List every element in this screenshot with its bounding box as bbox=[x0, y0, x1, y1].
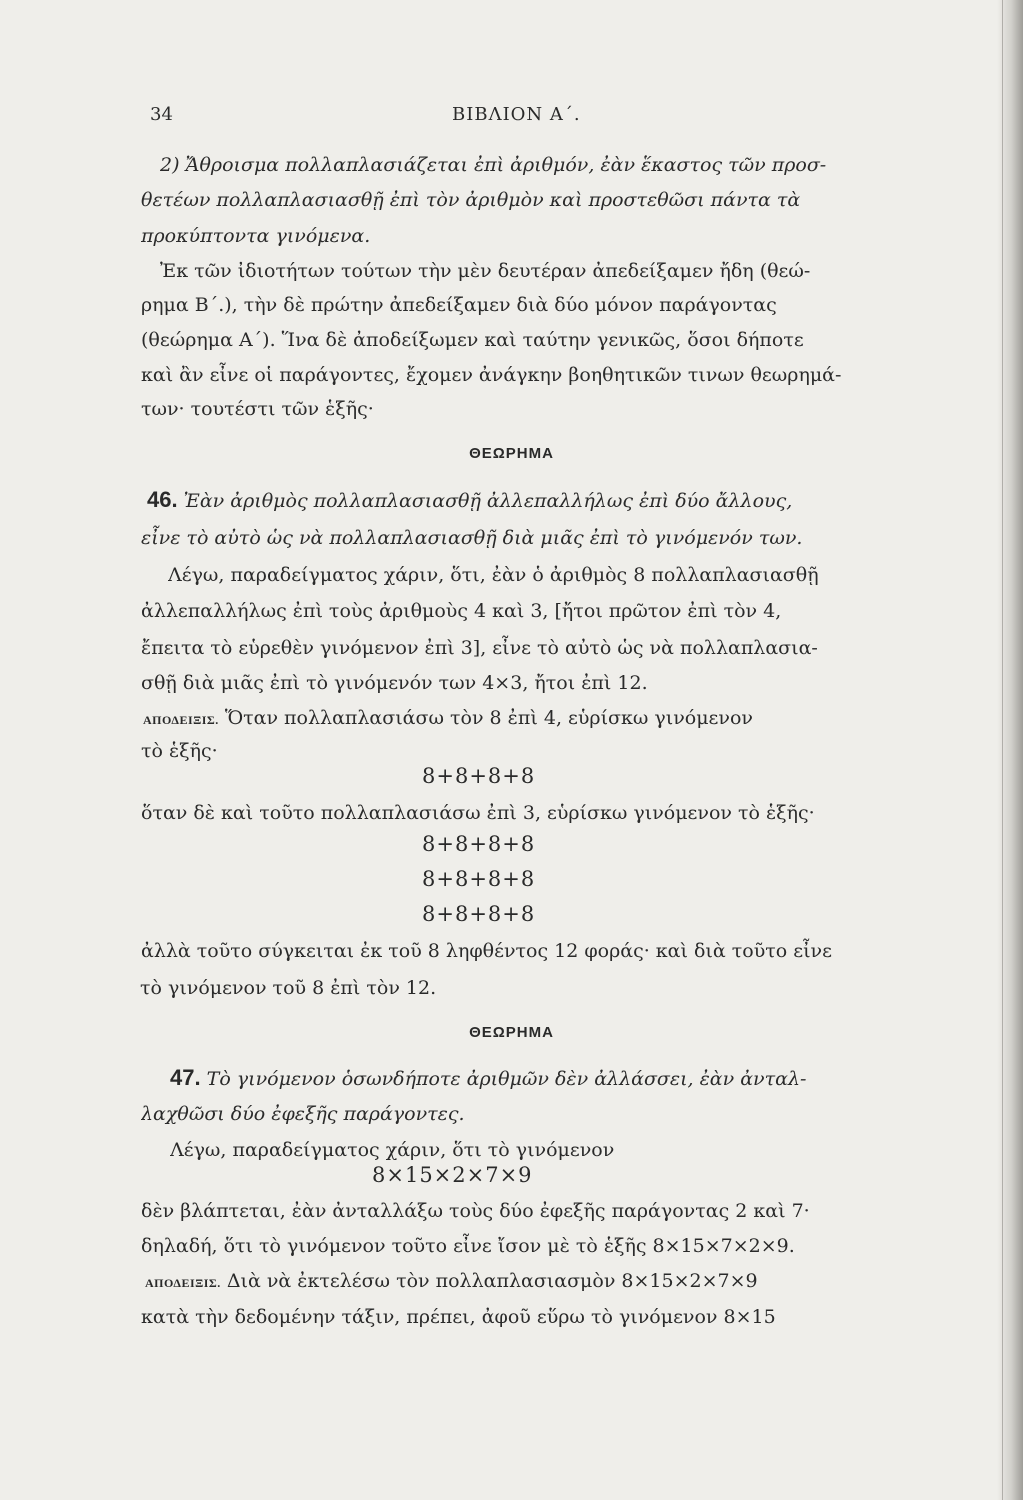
theorem-47-statement-text: Τὸ γινόμενον ὁσωνδήποτε ἀριθμῶν δὲν ἀλλάσσει, ἐὰν ἀνταλ- bbox=[206, 1068, 807, 1090]
theorem-47-statement-line-2: λαχθῶσι δύο ἐφεξῆς παράγοντες. bbox=[141, 1103, 465, 1125]
section-2-line-2: θετέων πολλαπλασιασθῇ ἐπὶ τὸν ἀριθμὸν καὶ προστεθῶσι πάντα τὰ bbox=[141, 189, 801, 211]
theorem-46-formula-1: 8+8+8+8 bbox=[422, 764, 536, 788]
theorem-46-example-line-2: ἀλλεπαλλήλως ἐπὶ τοὺς ἀριθμοὺς 4 καὶ 3, [ἤτοι πρῶτον ἐπὶ τὸν 4, bbox=[141, 600, 782, 622]
theorem-46-example-line-1: Λέγω, παραδείγματος χάριν, ὅτι, ἐὰν ὁ ἀριθμὸς 8 πολλαπλασιασθῇ bbox=[168, 564, 819, 586]
theorem-47-proof-label: ΑΠΟΔΕΙΞΙΣ. bbox=[145, 1276, 221, 1290]
theorem-46-proof-line-4: ἀλλὰ τοῦτο σύγκειται ἐκ τοῦ 8 ληφθέντος 12 φοράς· καὶ διὰ τοῦτο εἶνε bbox=[141, 940, 832, 962]
theorem-46-formula-2b: 8+8+8+8 bbox=[422, 867, 536, 891]
theorem-47-proof-line-2: κατὰ τὴν δεδομένην τάξιν, πρέπει, ἀφοῦ εὕρω τὸ γινόμενον 8×15 bbox=[141, 1306, 776, 1328]
theorem-47-statement-line-1 bbox=[170, 1065, 905, 1092]
theorem-47-proof-line-1 bbox=[145, 1268, 905, 1296]
paragraph-1-line-2: ρημα Β΄.), τὴν δὲ πρώτην ἀπεδείξαμεν διὰ δύο μόνον παράγοντας bbox=[141, 294, 777, 316]
section-2-line-3: προκύπτοντα γινόμενα. bbox=[141, 225, 371, 247]
theorem-47-proof-text: Διὰ νὰ ἐκτελέσω τὸν πολλαπλασιασμὸν 8×15×2×7×9 bbox=[226, 1270, 758, 1292]
page-edge-line bbox=[1002, 0, 1003, 1500]
theorem-46-statement-line-2: εἶνε τὸ αὐτὸ ὡς νὰ πολλαπλασιασθῇ διὰ μιᾶς ἐπὶ τὸ γινόμενόν των. bbox=[141, 527, 803, 549]
paragraph-1-line-5: των· τουτέστι τῶν ἑξῆς· bbox=[141, 398, 374, 420]
book-title: ΒΙΒΛΙΟΝ Α΄. bbox=[452, 104, 581, 125]
paragraph-1-line-4: καὶ ἂν εἶνε οἱ παράγοντες, ἔχομεν ἀνάγκην βοηθητικῶν τινων θεωρημά- bbox=[141, 364, 842, 386]
theorem-46-number: 46. bbox=[147, 487, 178, 512]
theorem-46-proof-line-5: τὸ γινόμενον τοῦ 8 ἐπὶ τὸν 12. bbox=[140, 977, 437, 999]
paragraph-1-line-1: Ἐκ τῶν ἰδιοτήτων τούτων τὴν μὲν δευτέραν ἀπεδείξαμεν ἤδη (θεώ- bbox=[160, 260, 811, 282]
theorem-47-formula-1: 8×15×2×7×9 bbox=[372, 1163, 533, 1187]
theorem-47-example-line-3: δηλαδή, ὅτι τὸ γινόμενον τοῦτο εἶνε ἴσον μὲ τὸ ἑξῆς 8×15×7×2×9. bbox=[141, 1235, 795, 1257]
theorem-46-formula-2a: 8+8+8+8 bbox=[422, 832, 536, 856]
theorem-46-statement-text: Ἐὰν ἀριθμὸς πολλαπλασιασθῇ ἀλλεπαλλήλως ἐπὶ δύο ἄλλους, bbox=[183, 490, 793, 512]
theorem-46-proof-line-3: ὅταν δὲ καὶ τοῦτο πολλαπλασιάσω ἐπὶ 3, εὑρίσκω γινόμενον τὸ ἑξῆς· bbox=[141, 802, 815, 824]
theorem-46-example-line-4: σθῇ διὰ μιᾶς ἐπὶ τὸ γινόμενόν των 4×3, ἤτοι ἐπὶ 12. bbox=[141, 672, 648, 694]
theorem-46-proof-line-2: τὸ ἑξῆς· bbox=[141, 740, 218, 762]
section-2-line-1: 2) Ἄθροισμα πολλαπλασιάζεται ἐπὶ ἀριθμόν, ἐὰν ἕκαστος τῶν προσ- bbox=[160, 154, 827, 176]
theorem-46-formula-2c: 8+8+8+8 bbox=[422, 902, 536, 926]
theorem-46-example-line-3: ἔπειτα τὸ εὑρεθὲν γινόμενον ἐπὶ 3], εἶνε τὸ αὐτὸ ὡς νὰ πολλαπλασια- bbox=[141, 637, 818, 659]
theorem-46-statement-line-1 bbox=[147, 487, 907, 514]
paragraph-1-line-3: (θεώρημα Α΄). Ἵνα δὲ ἀποδείξωμεν καὶ ταύτην γενικῶς, ὅσοι δήποτε bbox=[141, 329, 804, 351]
theorem-46-proof-text: Ὅταν πολλαπλασιάσω τὸν 8 ἐπὶ 4, εὑρίσκω γινόμενον bbox=[224, 707, 753, 729]
theorem-47-example-line-2: δὲν βλάπτεται, ἐὰν ἀνταλλάξω τοὺς δύο ἐφεξῆς παράγοντας 2 καὶ 7· bbox=[141, 1200, 810, 1222]
theorem-46-heading: ΘΕΩΡΗΜΑ bbox=[469, 445, 554, 462]
theorem-47-number: 47. bbox=[170, 1065, 201, 1090]
theorem-47-heading: ΘΕΩΡΗΜΑ bbox=[469, 1024, 554, 1041]
page-edge-shadow bbox=[997, 0, 1023, 1500]
running-head bbox=[0, 104, 1023, 134]
theorem-47-example-line-1: Λέγω, παραδείγματος χάριν, ὅτι τὸ γινόμενον bbox=[170, 1139, 615, 1161]
page-number: 34 bbox=[150, 104, 173, 125]
theorem-46-proof-line-1 bbox=[143, 705, 903, 733]
theorem-46-proof-label: ΑΠΟΔΕΙΞΙΣ. bbox=[143, 713, 219, 727]
